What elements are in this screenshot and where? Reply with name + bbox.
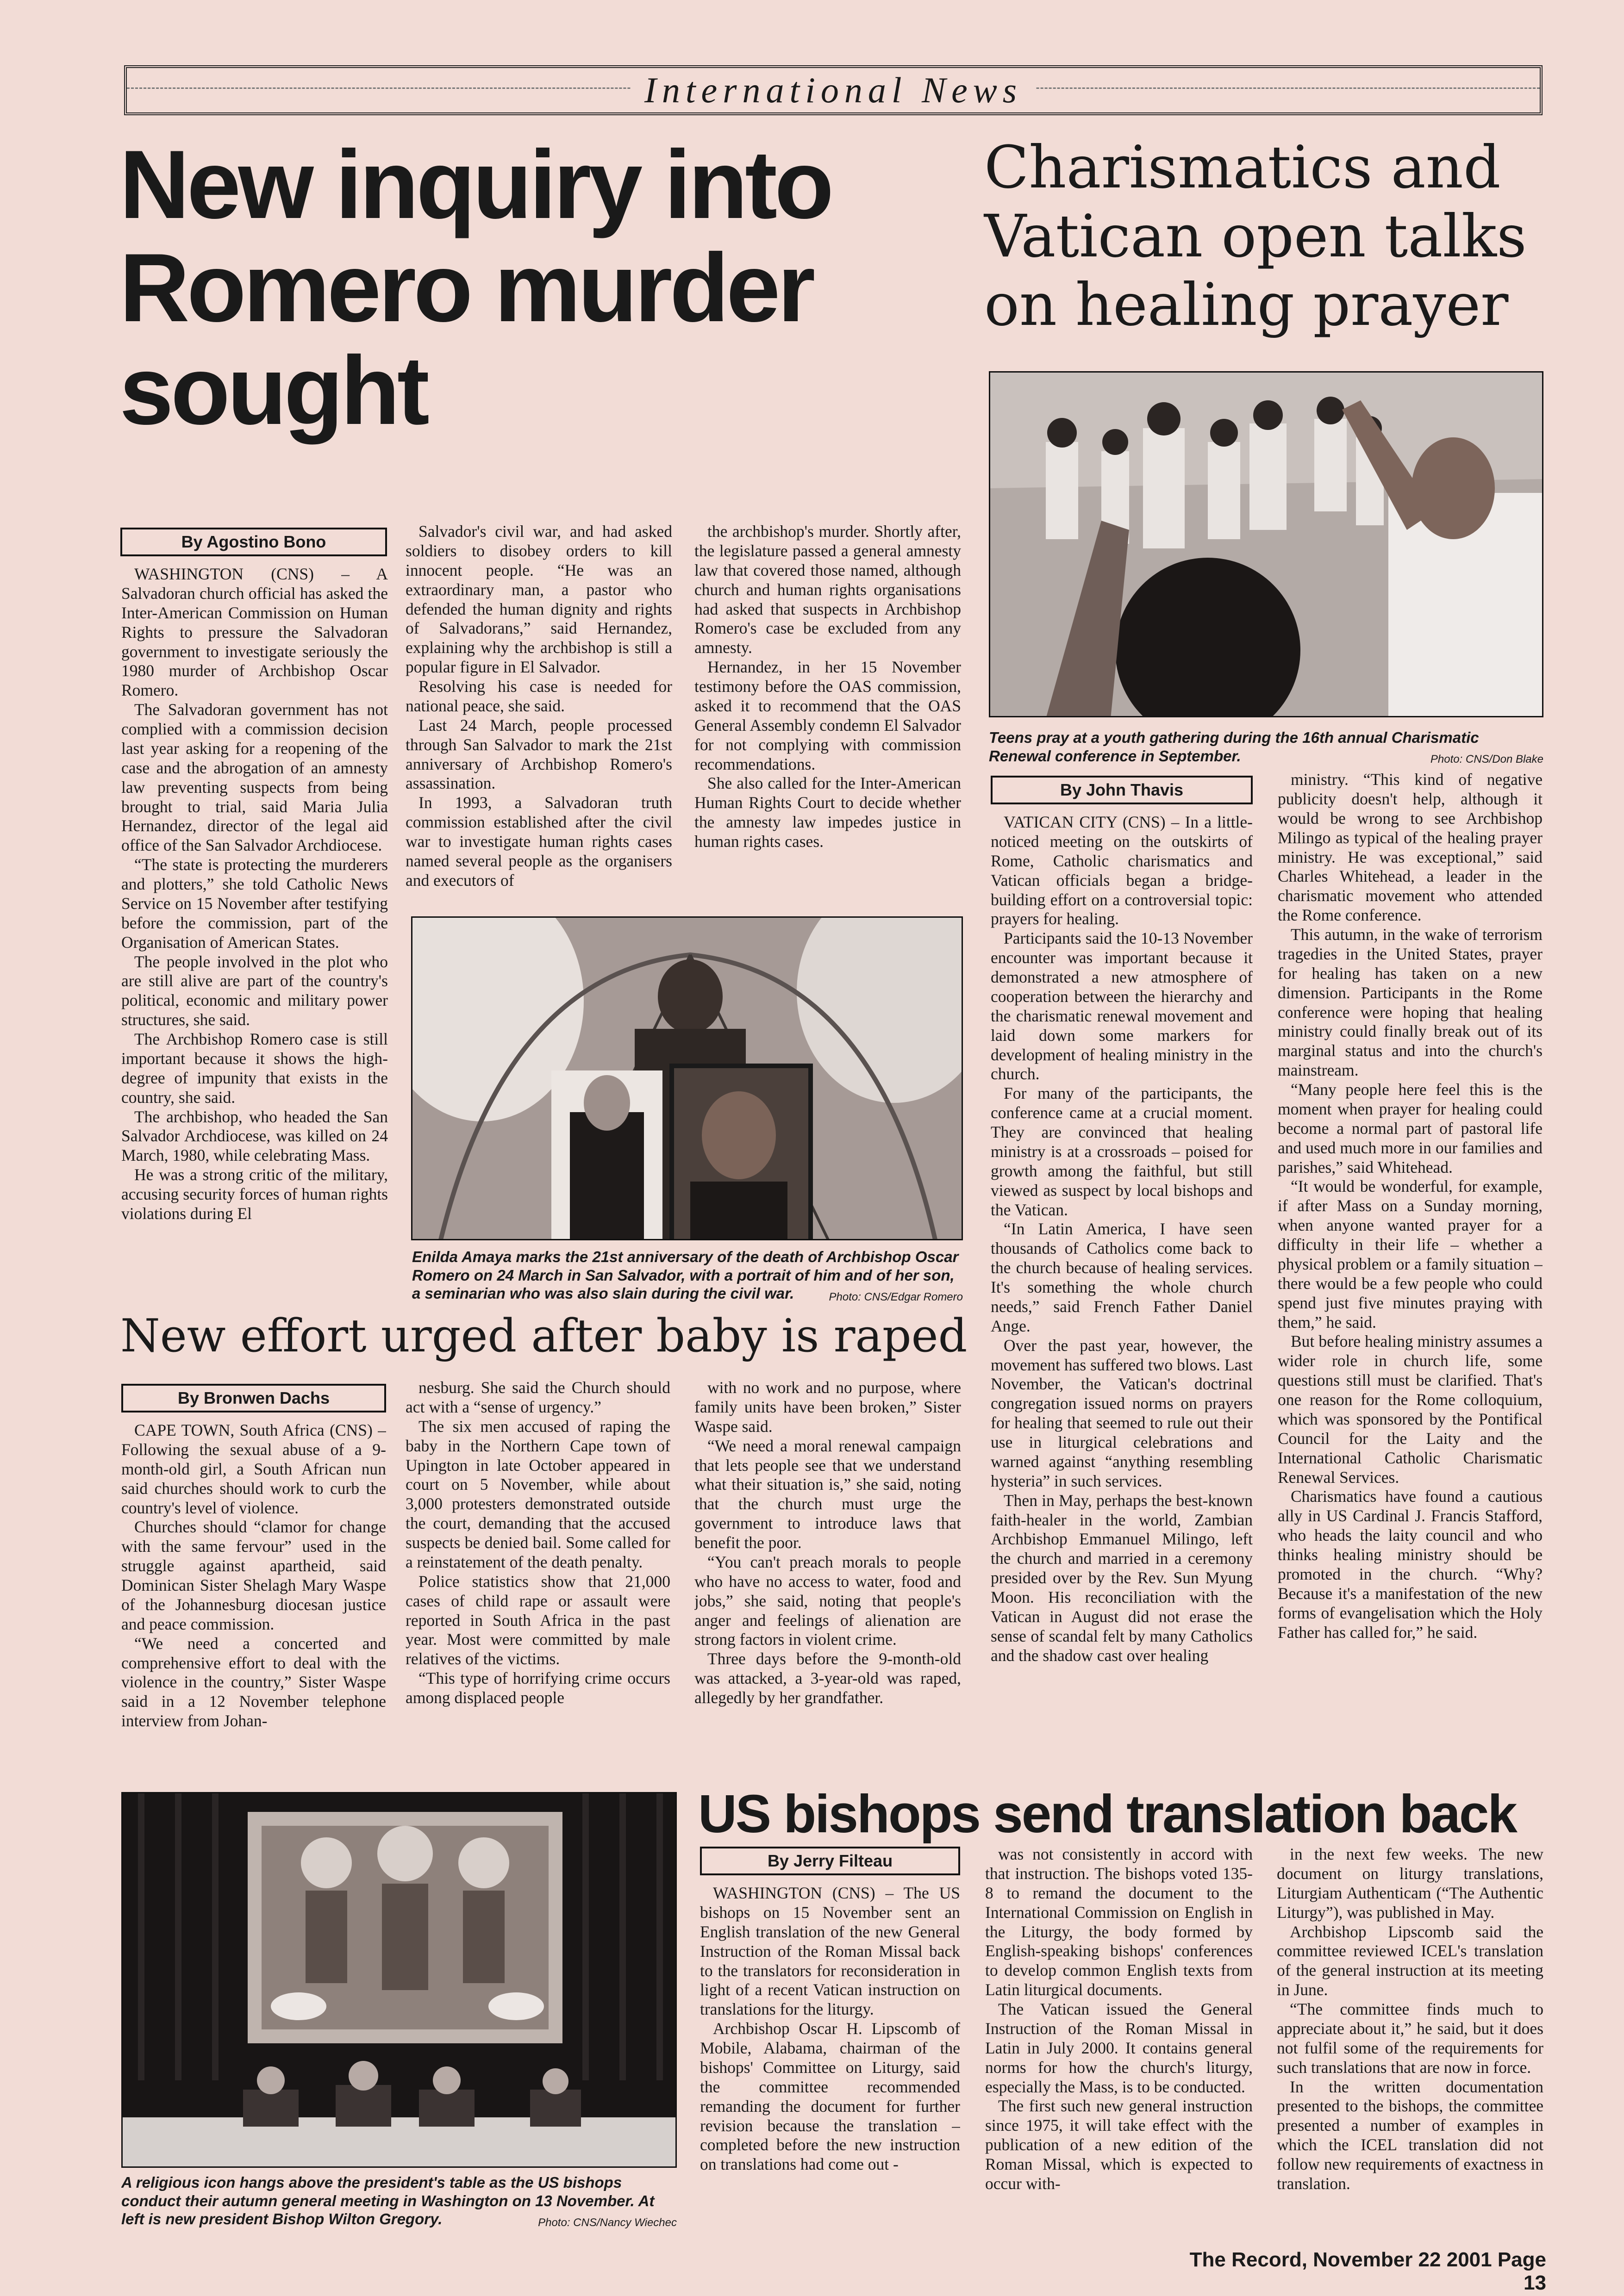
- charismatics-caption: [989, 728, 1543, 768]
- paragraph: Police statistics show that 21,000 cases of child rape or assault were reported in South Africa in the past year. Most were committed by male relatives of the victims.: [406, 1572, 670, 1668]
- paragraph: “Many people here feel this is the moment when prayer for healing could become a normal part of pastoral life and used much more in our families and parishes,” said Whitehead.: [1278, 1080, 1543, 1176]
- romero-photo-image: [412, 918, 963, 1240]
- paragraph: The archbishop, who headed the San Salvador Archdiocese, was killed on 24 March, 1980, while celebrating Mass.: [121, 1107, 388, 1165]
- paragraph: Participants said the 10-13 November encounter was important because it demonstrated a new atmosphere of cooperation between the hierarchy and the charismatic renewal movement and laid down some markers for development of healing ministry in the church.: [991, 929, 1253, 1083]
- paragraph: “You can't preach morals to people who have no access to water, food and jobs,” she said, noting that people's anger and feelings of alienation are strong factors in violent crime.: [694, 1552, 961, 1649]
- romero-column-3: [694, 522, 961, 906]
- baby-headline: New effort urged after baby is raped: [120, 1310, 968, 1363]
- paragraph: Three days before the 9-month-old was attacked, a 3-year-old was raped, allegedly by her grandfather.: [694, 1649, 961, 1707]
- paragraph: Archbishop Oscar H. Lipscomb of Mobile, Alabama, chairman of the bishops' Committee on Liturgy, said the committee recommended remanding the document for further revision because the translation – completed before the new instruction on translations had come out -: [700, 2019, 960, 2174]
- paragraph: the archbishop's murder. Shortly after, the legislature passed a general amnesty law that covered those named, although church and human rights organisations had asked that suspects in Archbishop Romero's case be excluded from any amnesty.: [694, 522, 961, 657]
- paragraph: “This type of horrifying crime occurs among displaced people: [406, 1669, 670, 1707]
- paragraph: “In Latin America, I have seen thousands of Catholics come back to the church because of healing services. It's something the whole church needs,” said French Father Daniel Ange.: [991, 1220, 1253, 1335]
- paragraph: CAPE TOWN, South Africa (CNS) – Following the sexual abuse of a 9-month-old girl, a South African nun said churches should work to curb the country's level of violence.: [121, 1421, 386, 1517]
- paragraph: The first such new general instruction since 1975, it will take effect with the publication of a new edition of the Roman Missal, which is expected to occur with-: [985, 2097, 1253, 2193]
- paragraph: Salvador's civil war, and had asked soldiers to disobey orders to kill innocent people. “He was an extraordinary man, a pastor who defended the human dignity and rights of Salvadorans,” said Hernandez, explaining why the archbishop is still a popular figure in El Salvador.: [406, 522, 672, 677]
- paragraph: Archbishop Lipscomb said the committee reviewed ICEL's translation of the general instruction at its meeting in June.: [1277, 1922, 1543, 1999]
- paragraph: She also called for the Inter-American Human Rights Court to decide whether the amnesty law impedes justice in human rights cases.: [694, 774, 961, 851]
- paragraph: In the written documentation presented to the bishops, the committee presented a number of examples in which the ICEL translation did not follow new requirements of exactness in translation.: [1277, 2077, 1543, 2193]
- paragraph: “We need a concerted and comprehensive effort to deal with the violence in the country,” Sister Waspe said in a 12 November telephone interview from Johan-: [121, 1634, 386, 1730]
- paragraph: Over the past year, however, the movement has suffered two blows. Last November, the Vatican's doctrinal congregation issued norms on prayers for healing that seemed to rule out their use in liturgical celebrations and warned against “anything resembling hysteria” in such services.: [991, 1336, 1253, 1490]
- bishops-headline: US bishops send translation back: [698, 1784, 1516, 1844]
- paragraph: nesburg. She said the Church should act with a “sense of urgency.”: [406, 1378, 670, 1416]
- section-title: International News: [631, 68, 1036, 112]
- bishops-caption-text: A religious icon hangs above the president's table as the US bishops conduct their autumn general meeting in Washington on 13 November. At left is new president Bishop Wilton Gregory.: [121, 2174, 655, 2228]
- paragraph: For many of the participants, the conference came at a crucial moment. They are convinced that healing ministry is at a crossroads – poised for growth among the faithful, but still viewed as suspect by local bishops and the Vatican.: [991, 1084, 1253, 1219]
- bishops-column-1: [700, 1884, 960, 2249]
- bishops-byline: By Jerry Filteau: [700, 1847, 960, 1875]
- paragraph: “The committee finds much to appreciate about it,” he said, but it does not fulfil some of the requirements for such translations that are now in force.: [1277, 2000, 1543, 2077]
- paragraph: Charismatics have found a cautious ally in US Cardinal J. Francis Stafford, who heads the laity council and who thinks healing ministry should be promoted in the church. “Why? Because it's a manifestation of the new forms of evangelisation which the Holy Father has called for,” he said.: [1278, 1487, 1543, 1642]
- paragraph: But before healing ministry assumes a wider role in church life, some questions still must be clarified. That's one reason for the Rome colloquium, which was sponsored by the Pontifical Council for the Laity and the International Catholic Charismatic Renewal Services.: [1278, 1332, 1543, 1487]
- paragraph: WASHINGTON (CNS) – A Salvadoran church official has asked the Inter-American Commission on Human Rights to pressure the Salvadoran government to investigate seriously the 1980 murder of Archbishop Oscar Romero.: [121, 565, 388, 700]
- paragraph: Resolving his case is needed for national peace, she said.: [406, 677, 672, 715]
- romero-caption-text: Enilda Amaya marks the 21st anniversary of the death of Archbishop Oscar Romero on 24 March in San Salvador, with a portrait of him and of her son, a seminarian who was also slain during the civil war.: [412, 1248, 959, 1302]
- paragraph: Hernandez, in her 15 November testimony before the OAS commission, asked it to recommend that the OAS General Assembly condemn El Salvador for not complying with commission recommendations.: [694, 658, 961, 773]
- paragraph: The Salvadoran government has not complied with a commission decision last year asking for a reopening of the case and the abrogation of an amnesty law preventing suspects from being brought to trial, said Maria Julia Hernandez, director of the legal aid office of the San Salvador Archdiocese.: [121, 700, 388, 855]
- romero-byline: By Agostino Bono: [120, 528, 387, 556]
- charismatics-caption-text: Teens pray at a youth gathering during the 16th annual Charismatic Renewal conference in September.: [989, 729, 1479, 765]
- section-header-bar: [124, 65, 1543, 115]
- paragraph: VATICAN CITY (CNS) – In a little-noticed meeting on the outskirts of Rome, Catholic charismatics and Vatican officials began a bridge-building effort on a controversial topic: prayers for healing.: [991, 813, 1253, 928]
- paragraph: “It would be wonderful, for example, if after Mass on a Sunday morning, when anyone wanted prayer for a difficulty in their life – whether a physical problem or a family situation – there would be a few people who could spend just five minutes praying with them,” he said.: [1278, 1177, 1543, 1332]
- page-footer: The Record, November 22 2001 Page 13: [1189, 2248, 1546, 2294]
- paragraph: “The state is protecting the murderers and plotters,” she told Catholic News Service on 15 November after testifying before the commission, part of the Organisation of American States.: [121, 855, 388, 952]
- romero-headline: New inquiry into Romero murder sought: [119, 130, 831, 445]
- charismatics-headline: Charismatics and Vatican open talks on healing prayer: [984, 133, 1527, 339]
- paragraph: Churches should “clamor for change with the same fervour” used in the struggle against apartheid, said Dominican Sister Shelagh Mary Waspe of the Johannesburg diocesan justice and peace commission.: [121, 1518, 386, 1633]
- paragraph: with no work and no purpose, where family units have been broken,” Sister Waspe said.: [694, 1378, 961, 1436]
- baby-byline: By Bronwen Dachs: [121, 1384, 386, 1412]
- romero-column-2: [406, 522, 672, 906]
- bishops-photo-credit: Photo: CNS/Nancy Wiechec: [538, 2216, 677, 2229]
- baby-column-2: [406, 1378, 670, 1754]
- charismatics-column-1: [991, 813, 1253, 1752]
- romero-column-1: [121, 565, 388, 1305]
- charismatics-column-2: [1278, 770, 1543, 1752]
- charismatics-photo: [989, 371, 1543, 717]
- paragraph: The Archbishop Romero case is still important because it shows the high-degree of impunity that exists in the country, she said.: [121, 1030, 388, 1107]
- charismatics-byline: By John Thavis: [991, 776, 1253, 804]
- paragraph: This autumn, in the wake of terrorism tragedies in the United States, prayer for healing has taken on a new dimension. Participants in the Rome conference were hoping that healing ministry could finally break out of its marginal status and into the church's mainstream.: [1278, 925, 1543, 1080]
- charismatics-photo-credit: Photo: CNS/Don Blake: [1430, 753, 1543, 766]
- romero-photo: [411, 916, 963, 1240]
- paragraph: Last 24 March, people processed through San Salvador to mark the 21st anniversary of Archbishop Romero's assassination.: [406, 716, 672, 793]
- bishops-caption: [121, 2173, 677, 2234]
- bishops-photo: [121, 1792, 677, 2168]
- paragraph: Then in May, perhaps the best-known faith-healer in the world, Zambian Archbishop Emmanuel Milingo, left the church and married in a ceremony presided over by the Rev. Sun Myung Moon. His reconciliation with the Vatican in August did not erase the sense of scandal felt by many Catholics and the shadow cast over healing: [991, 1491, 1253, 1665]
- paragraph: In 1993, a Salvadoran truth commission established after the civil war to investigate human rights cases named several people as the organisers and executors of: [406, 793, 672, 890]
- romero-caption: [412, 1248, 963, 1308]
- paragraph: “We need a moral renewal campaign that lets people see that we understand what their situation is,” she said, noting that the church must urge the government to introduce laws that benefit the poor.: [694, 1436, 961, 1552]
- paragraph: The Vatican issued the General Instruction of the Roman Missal in Latin in July 2000. It contains general norms for how the church's liturgy, especially the Mass, is to be conducted.: [985, 2000, 1253, 2096]
- baby-column-1: [121, 1421, 386, 1754]
- romero-photo-credit: Photo: CNS/Edgar Romero: [829, 1291, 963, 1304]
- charismatics-photo-image: [990, 373, 1543, 717]
- baby-column-3: [694, 1378, 961, 1754]
- bishops-column-3: [1277, 1845, 1543, 2249]
- paragraph: ministry. “This kind of negative publicity doesn't help, although it would be wrong to see Archbishop Milingo as typical of the healing prayer ministry. He was exceptional,” said Charles Whitehead, a leader in the charismatic movement who attended the Rome conference.: [1278, 770, 1543, 925]
- paragraph: in the next few weeks. The new document on liturgy translations, Liturgiam Authenticam (“The Authentic Liturgy”), was published in May.: [1277, 1845, 1543, 1922]
- paragraph: He was a strong critic of the military, accusing security forces of human rights violations during El: [121, 1165, 388, 1223]
- paragraph: The people involved in the plot who are still alive are part of the country's political, economic and military power structures, she said.: [121, 952, 388, 1029]
- paragraph: The six men accused of raping the baby in the Northern Cape town of Upington in late October appeared in court on 5 November, while about 3,000 protesters demonstrated outside the court, demanding that the accused suspects be denied bail. Some called for a reinstatement of the death penalty.: [406, 1417, 670, 1571]
- bishops-photo-image: [123, 1793, 677, 2168]
- paragraph: WASHINGTON (CNS) – The US bishops on 15 November sent an English translation of the new General Instruction of the Roman Missal back to the translators for reconsideration in light of a recent Vatican instruction on translations for the liturgy.: [700, 1884, 960, 2019]
- paragraph: was not consistently in accord with that instruction. The bishops voted 135-8 to remand the document to the International Commission on English in the Liturgy, the body formed by English-speaking bishops' conferences to develop common English texts from Latin liturgical documents.: [985, 1845, 1253, 1999]
- bishops-column-2: [985, 1845, 1253, 2249]
